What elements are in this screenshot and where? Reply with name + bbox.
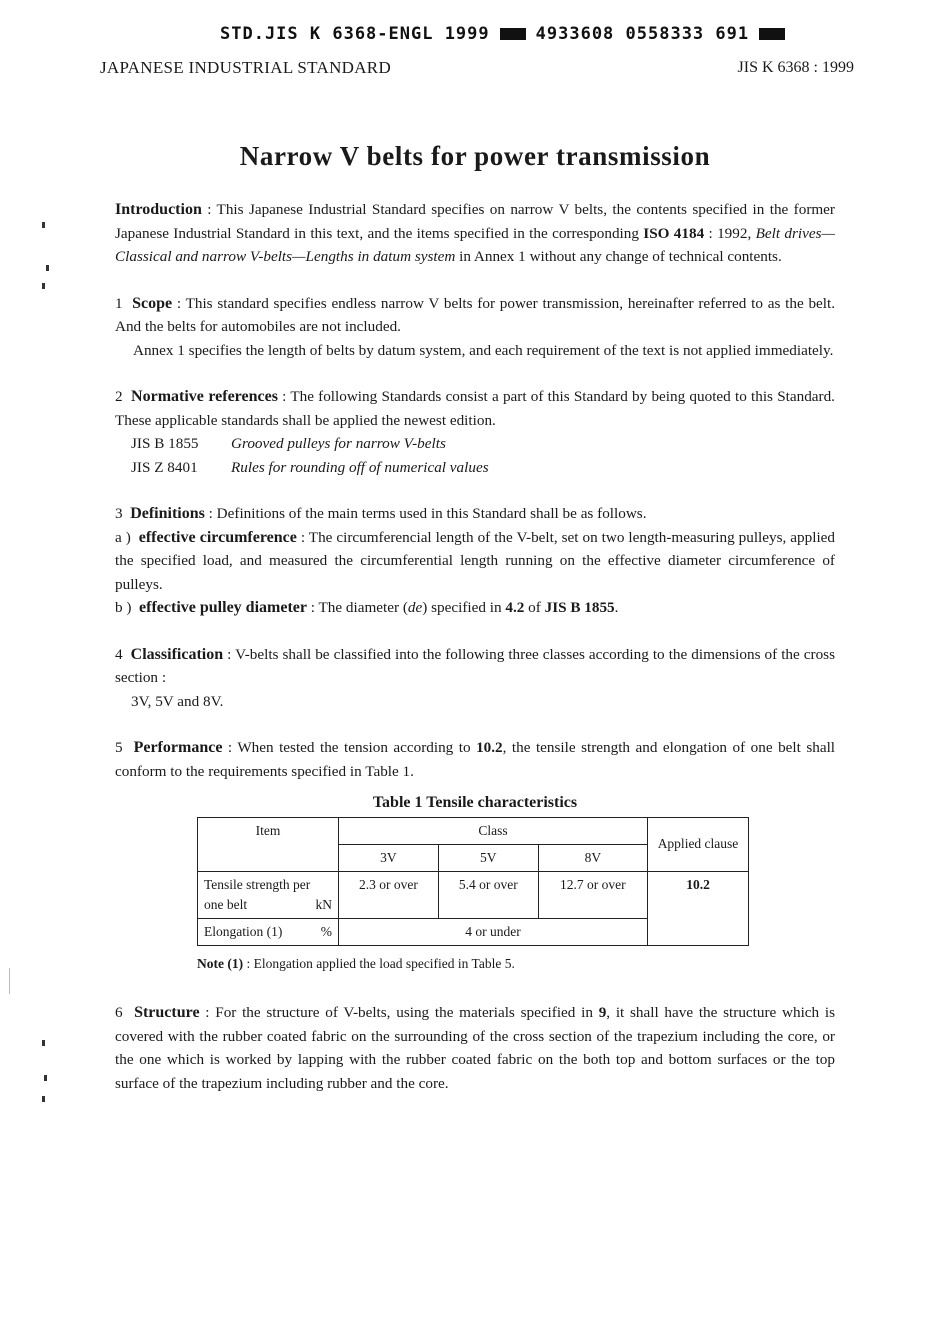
class-3v: 3V (339, 844, 439, 871)
reference-code: JIS B 1855 (131, 435, 199, 452)
table-cell: 4 or under (339, 918, 648, 945)
introduction-text: in Annex 1 without any change of technical contents. (455, 248, 782, 265)
document-stamp (220, 24, 820, 44)
section-text: : Definitions of the main terms used in this Standard shall be as follows. (204, 505, 647, 522)
definition-text: . (614, 599, 619, 616)
table-header-row (198, 817, 749, 844)
table-note (197, 952, 835, 976)
section-performance (115, 736, 835, 783)
unit-percent: % (320, 923, 332, 939)
stamp-block-mark (500, 28, 526, 40)
margin-mark (42, 283, 45, 289)
section-scope (115, 292, 835, 363)
reference-code: JIS Z 8401 (131, 458, 198, 476)
definition-b (115, 596, 835, 620)
table-row (198, 871, 749, 918)
section-heading: Normative references (131, 388, 278, 405)
table-cell: 5.4 or over (438, 871, 538, 918)
margin-line (9, 968, 10, 994)
section-heading: Scope (132, 294, 173, 312)
introduction-text: : This Japanese Industrial Standard specifies on narrow V belts, the contents specified in the former Japanese Industrial Standard in this text, and the items specified in the corresponding (115, 201, 835, 242)
introduction-heading: Introduction (115, 201, 202, 218)
definition-term: effective circumference (138, 528, 297, 546)
standard-reference: JIS B 1855 (544, 599, 615, 616)
section-structure (115, 1001, 835, 1095)
page-title: Narrow V belts for power transmission (239, 141, 711, 171)
section-text: : This standard specifies endless narrow V belts for power transmission, hereinafter referred to as the belt. And the belts for automobiles are not included. (115, 294, 836, 335)
definition-text: ) specified in (422, 599, 506, 616)
introduction-section (115, 198, 835, 269)
row-label-elongation (198, 918, 339, 945)
section-normative-references (115, 385, 835, 479)
section-heading: Performance (133, 739, 223, 756)
table-cell: 12.7 or over (538, 871, 647, 918)
table-cell: 2.3 or over (339, 871, 439, 918)
definition-label: b ) (115, 599, 132, 616)
stamp-block-mark (759, 28, 785, 40)
row-label-tensile (198, 871, 339, 918)
margin-mark (42, 1096, 45, 1102)
class-5v: 5V (438, 844, 538, 871)
section-text: , the tensile strength and elongation of one belt shall conform to the requirements specified in Table 1. (115, 739, 836, 780)
definition-term: effective pulley diameter (139, 599, 307, 616)
stamp-number: 4933608 0558333 691 (535, 24, 750, 44)
reference-title: Rules for rounding off of numerical values (231, 458, 489, 476)
definition-label: a ) (115, 528, 131, 546)
section-classification (115, 643, 835, 714)
margin-mark (46, 265, 49, 271)
section-text: : When tested the tension according to (222, 739, 477, 756)
section-text: , it shall have the structure which is covered with the rubber coated fabric on the surrounding of the cross section of the trapezium including the core, or the one which is worked by lapping with the rubber coated fabric on the both top and bottom surfaces or the top surface of the trapezium including rubber and the core. (115, 1004, 835, 1092)
iso-reference: ISO 4184 (643, 224, 705, 242)
section-heading: Classification (130, 645, 224, 663)
row-label-text: Elongation (1) (204, 923, 283, 939)
section-number: 5 (115, 739, 123, 756)
definition-text: of (524, 599, 545, 616)
applied-clause-cell: 10.2 (648, 871, 749, 945)
section-text: : V-belts shall be classified into the following three classes according to the dimensions of the cross section : (115, 645, 836, 686)
section-number: 2 (115, 388, 123, 405)
section-heading: Definitions (130, 505, 205, 522)
section-definitions (115, 502, 835, 620)
stamp-code: STD.JIS K 6368-ENGL 1999 (220, 24, 490, 44)
tensile-table (197, 817, 749, 946)
class-list: 3V, 5V and 8V. (131, 692, 224, 710)
reference-title: Grooved pulleys for narrow V-belts (231, 435, 446, 452)
section-number: 3 (115, 505, 123, 522)
section-text: : For the structure of V-belts, using the materials specified in (199, 1004, 599, 1021)
section-heading: Structure (134, 1004, 200, 1021)
introduction-text: : 1992, (704, 224, 756, 242)
definition-a (115, 526, 835, 597)
unit-kn: kN (315, 896, 332, 912)
section-number: 6 (115, 1004, 123, 1021)
note-label: Note (1) (197, 955, 244, 971)
row-label-text: Tensile strength per one belt (204, 876, 311, 912)
margin-mark (42, 222, 45, 228)
clause-reference: 10.2 (476, 739, 503, 756)
clause-reference: 9 (598, 1004, 607, 1021)
margin-mark (42, 1040, 45, 1046)
section-number: 1 (115, 294, 123, 312)
section-text: Annex 1 specifies the length of belts by datum system, and each requirement of the text is not applied immediately. (133, 341, 834, 359)
symbol-de: de (407, 599, 423, 616)
section-number: 4 (115, 645, 123, 663)
iso-title: Belt drives—Classical and narrow V-belts—Lengths in datum system (115, 224, 836, 265)
header-applied-clause: Applied clause (648, 817, 749, 871)
section-text: : The following Standards consist a part of this Standard by being quoted to this Standard. These applicable standards shall be applied the newest edition. (115, 388, 835, 429)
margin-mark (44, 1075, 47, 1081)
header-standard-type: JAPANESE INDUSTRIAL STANDARD (100, 58, 392, 77)
note-text: : Elongation applied the load specified in Table 5. (243, 955, 515, 971)
document-body (115, 198, 835, 1118)
clause-reference: 4.2 (505, 599, 525, 616)
header-class: Class (339, 817, 648, 844)
table-caption: Table 1 Tensile characteristics (372, 794, 578, 811)
definition-text: : The diameter ( (306, 599, 408, 616)
class-8v: 8V (538, 844, 647, 871)
header-item: Item (198, 817, 339, 871)
reference-item (115, 432, 835, 456)
definition-text: : The circumferencial length of the V-belt, set on two length-measuring pulleys, applied the specified load, and measured the circumferential length running on the effective diameter circumference of pulleys. (115, 528, 836, 593)
header-standard-number: JIS K 6368 : 1999 (737, 59, 854, 76)
reference-item (115, 456, 835, 480)
